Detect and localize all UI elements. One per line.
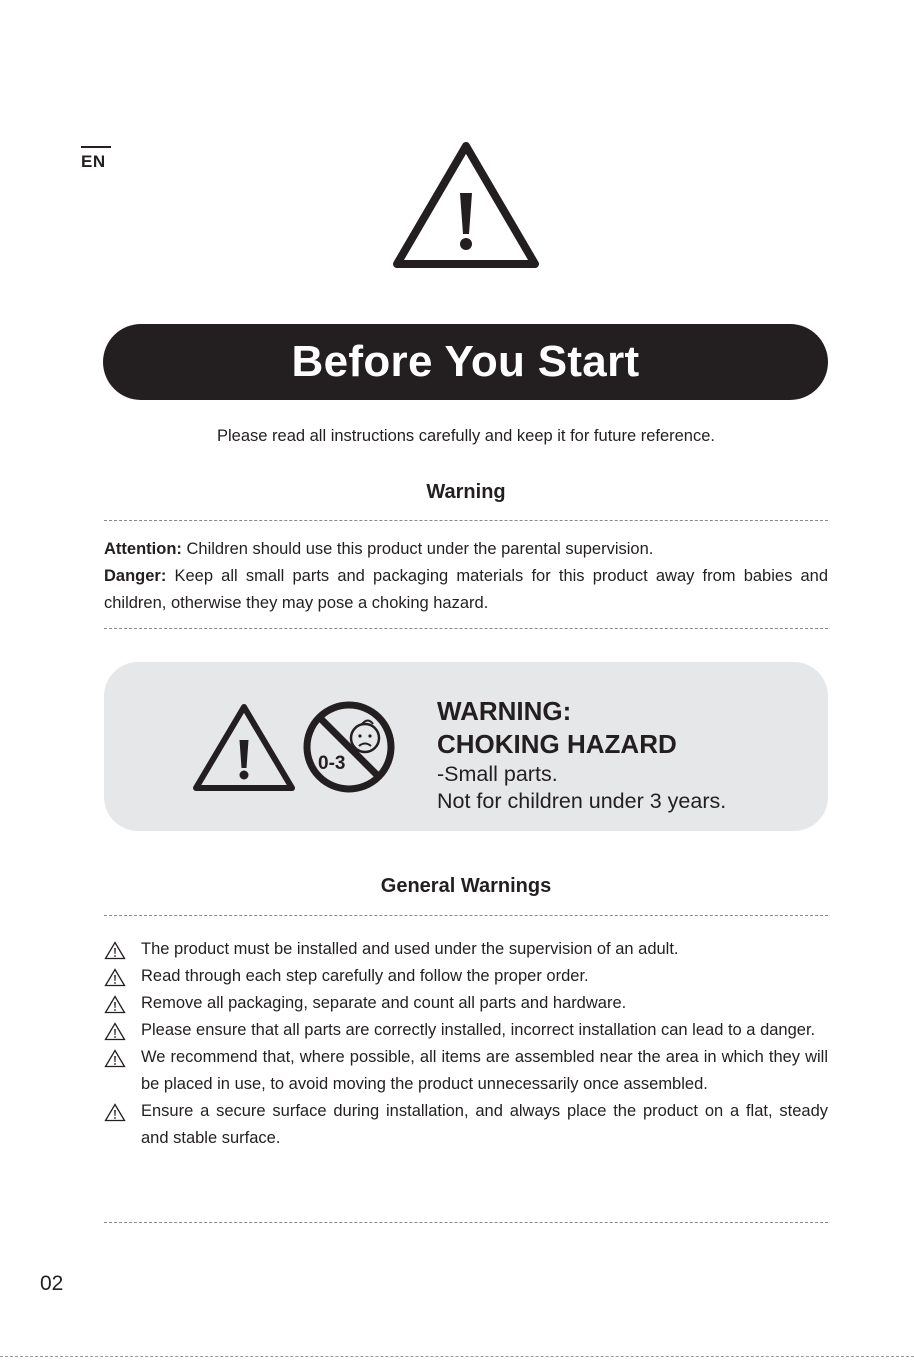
page-title: Before You Start (291, 337, 640, 386)
title-banner (103, 324, 828, 400)
danger-line (104, 563, 828, 617)
list-item-text: Ensure a secure surface during installation, and always place the product on a flat, steady and stable surface. (141, 1102, 828, 1147)
choking-hazard-box (104, 662, 828, 831)
divider (104, 520, 828, 521)
list-item-text: Remove all packaging, separate and count all parts and hardware. (141, 994, 627, 1012)
warning-triangle-icon (192, 702, 296, 794)
list-item-text: Please ensure that all parts are correctly installed, incorrect installation can lead to a danger. (141, 1021, 816, 1039)
no-children-0-3-icon (302, 700, 396, 794)
divider (104, 1222, 828, 1223)
intro-text: Please read all instructions carefully and keep it for future reference. (216, 427, 715, 445)
list-item (104, 990, 828, 1017)
warning-small-icon (104, 1049, 126, 1068)
general-warnings-heading: General Warnings (380, 875, 552, 897)
general-warnings-list (104, 936, 828, 1152)
language-label: EN (81, 146, 111, 172)
list-item (104, 1044, 828, 1098)
choking-title-line1: WARNING: (437, 696, 572, 726)
warning-small-icon (104, 968, 126, 987)
divider (104, 628, 828, 629)
list-item-text: The product must be installed and used under the supervision of an adult. (141, 940, 679, 958)
warning-text (104, 536, 828, 617)
list-item (104, 936, 828, 963)
age-range-label: 0-3 (318, 753, 346, 774)
attention-line (104, 536, 828, 563)
choking-detail-line2: Not for children under 3 years. (437, 789, 727, 813)
choking-title-line2: CHOKING HAZARD (437, 729, 677, 759)
warning-small-icon (104, 995, 126, 1014)
page-number: 02 (40, 1272, 64, 1295)
list-item-text: We recommend that, where possible, all items are assembled near the area in which they will be placed in use, to avoid moving the product unnecessarily once assembled. (141, 1048, 828, 1093)
choking-detail-line1: -Small parts. (437, 762, 558, 786)
page-edge-divider (0, 1356, 914, 1357)
attention-label: Attention: (104, 540, 182, 558)
warning-small-icon (104, 941, 126, 960)
divider (104, 915, 828, 916)
list-item (104, 963, 828, 990)
danger-label: Danger: (104, 567, 167, 585)
list-item (104, 1098, 828, 1152)
list-item (104, 1017, 828, 1044)
attention-text: Children should use this product under the parental supervision. (181, 540, 654, 558)
choking-hazard-text (437, 695, 817, 815)
list-item-text: Read through each step carefully and follow the proper order. (141, 967, 589, 985)
warning-heading: Warning (426, 481, 506, 503)
danger-text: Keep all small parts and packaging materials for this product away from babies and children, otherwise they may pose a choking hazard. (104, 567, 828, 612)
warning-small-icon (104, 1022, 126, 1041)
warning-triangle-icon (391, 138, 541, 270)
warning-small-icon (104, 1103, 126, 1122)
